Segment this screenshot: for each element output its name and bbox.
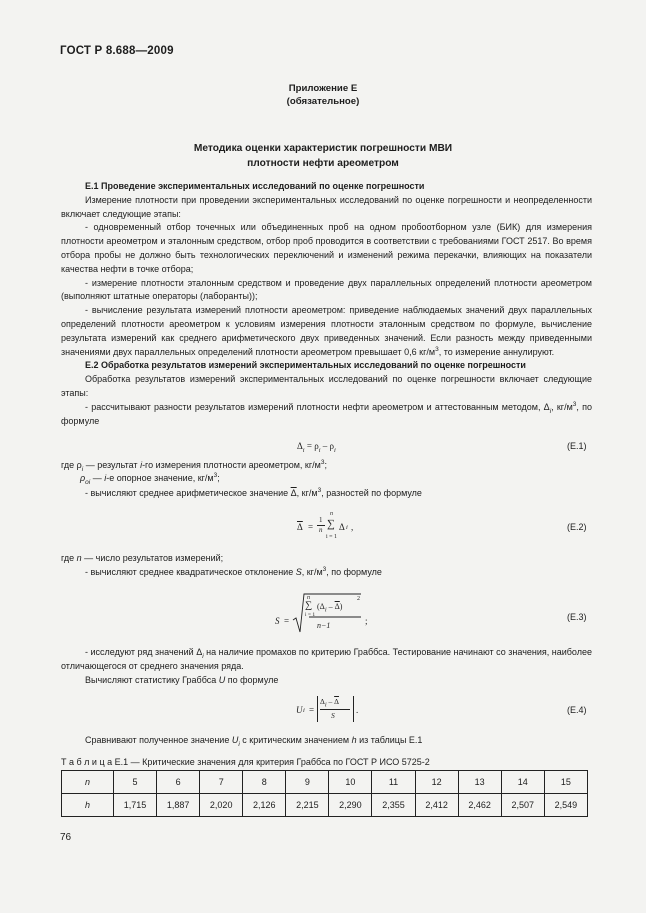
equation-number-e2: (Е.2) — [567, 522, 587, 532]
table-cell: 6 — [157, 771, 200, 794]
where-text: -го измерения плотности ареометром, кг/м — [142, 460, 321, 470]
var-S: S — [295, 567, 302, 577]
table-cell: 14 — [501, 771, 544, 794]
where-text: — число результатов измерений; — [81, 553, 224, 563]
table-cell: 1,715 — [114, 794, 157, 817]
equation-e1 — [297, 441, 336, 454]
var-h: h — [351, 735, 357, 745]
table-row-n — [62, 771, 588, 794]
index-i: i — [303, 707, 305, 714]
e2-item2-end: , разностей по формуле — [321, 488, 422, 498]
equation-e4 — [296, 695, 366, 725]
e1-heading: Е.1 Проведение экспериментальных исследований по оценке погрешности — [85, 181, 425, 191]
var-S: S — [331, 711, 335, 720]
comma: , — [351, 522, 354, 532]
where-text: где — [61, 553, 77, 563]
minus-sign: – — [322, 441, 328, 451]
index-i: i — [238, 740, 240, 748]
table-cell: 5 — [114, 771, 157, 794]
table-cell: 12 — [415, 771, 458, 794]
table-row-h — [62, 794, 588, 817]
var-S: S — [275, 616, 280, 626]
e2-heading: Е.2 Обработка результатов измерений экспериментальных исследований по оценке погрешности — [85, 360, 526, 371]
index-i: i — [104, 473, 107, 483]
minus-sign: – — [328, 602, 333, 611]
equation-e3: S = n ∑ i = 1 $(\Delta_i - \overline{\Delta})$ 2 n−1 ; — [275, 592, 365, 636]
where-rho — [61, 459, 327, 472]
semicolon: ; — [217, 473, 220, 483]
e1-item2: - измерение плотности эталонным средством и проведение двух параллельных определений плотности ареометром (выполняют штатные операторы (лаборанты)); — [61, 277, 592, 302]
grubbs-table — [61, 770, 588, 817]
equation-number-e3: (Е.3) — [567, 612, 587, 622]
table-cell: 15 — [544, 771, 587, 794]
period: . — [356, 705, 359, 715]
delta-symbol: Δ — [319, 602, 325, 611]
index-pl: i — [334, 446, 336, 454]
e2-item4 — [61, 646, 592, 674]
where-rho-oi — [80, 472, 220, 485]
unit-superscript: 3 — [317, 487, 322, 494]
index-i: i — [346, 524, 348, 531]
table-cell: 2,549 — [544, 794, 587, 817]
var-n: n — [76, 553, 82, 563]
table-cell: 2,215 — [286, 794, 329, 817]
equals-sign: = — [308, 522, 314, 532]
index-i: i — [324, 606, 327, 614]
unit-text: , кг/м — [301, 567, 323, 577]
table-caption — [61, 757, 430, 767]
sum-upper-limit: n — [330, 511, 333, 517]
unit-text: , кг/м — [551, 401, 573, 412]
sum-symbol: ∑ — [327, 518, 335, 530]
equation-number-e1: (Е.1) — [567, 441, 587, 451]
sum-upper-limit: n — [307, 595, 310, 601]
delta-mean-symbol: $\overline{\Delta}$ — [297, 522, 303, 532]
table-cell: 9 — [286, 771, 329, 794]
e2-item4-text: - исследуют ряд значений Δ — [85, 647, 203, 657]
e1-item1: - одновременный отбор точечных или объединенных проб на одном пробоотборном узле (БИК) для измерения плотности ареометром и эталонным средством, отбор проб проводится в соответствии с требованиями ГОСТ 2517. Во время отбора пробы не должно быть технологических переключений и изменений режима перекачки, влияющих на показатели качества нефти в точке отбора; — [61, 222, 592, 274]
table-cell: 7 — [200, 771, 243, 794]
equation-number-e4: (Е.4) — [567, 705, 587, 715]
semicolon: ; — [324, 460, 327, 470]
index-i: i — [202, 652, 204, 660]
appendix-title: Приложение Е — [288, 83, 358, 94]
where-n — [61, 552, 223, 565]
table-cell: 2,355 — [372, 794, 415, 817]
e2-item1-text: - рассчитывают разности результатов измерений плотности нефти ареометром и аттестованным методом, Δ — [85, 401, 550, 412]
e2-item6-end: из таблицы Е.1 — [356, 735, 423, 745]
section-title-line2: плотности нефти ареометром — [247, 158, 399, 169]
where-text: — результат — [83, 460, 141, 470]
index-i: i — [318, 446, 321, 454]
delta-mean-symbol: $\overline{\Delta}$ — [334, 602, 340, 611]
table-cell: 2,462 — [458, 794, 501, 817]
equals-sign: = — [284, 616, 290, 626]
table-cell: h — [62, 794, 114, 817]
e2-item6-text: с критическим значением — [239, 735, 352, 745]
table-cell: 13 — [458, 771, 501, 794]
e2-item2-text: - вычисляют среднее арифметическое значение — [85, 488, 291, 498]
delta-symbol: Δ — [320, 697, 325, 706]
delta-symbol: Δ — [339, 522, 345, 532]
rho-symbol: ρ — [329, 441, 334, 451]
minus-sign: – — [328, 697, 333, 706]
sum-lower-limit: i = 1 — [326, 534, 338, 540]
fraction-denominator: n — [319, 526, 323, 534]
unit-superscript: 3 — [320, 459, 325, 466]
abs-bar-left — [317, 696, 318, 722]
index-i: i — [140, 460, 143, 470]
table-cell: 2,507 — [501, 794, 544, 817]
e2-item2 — [85, 487, 422, 500]
delta-mean-symbol: $\overline{\Delta}$ — [290, 488, 297, 498]
e2-item3 — [85, 566, 382, 579]
index-i: i — [302, 446, 305, 454]
index-oi: oi — [85, 478, 91, 486]
where-text: где ρ — [61, 460, 82, 470]
power-two: 2 — [357, 596, 360, 602]
unit-superscript: 3 — [435, 345, 439, 353]
table-cell: n — [62, 771, 114, 794]
section-e1 — [61, 180, 592, 428]
e2-item3-end: , по формуле — [326, 567, 382, 577]
table-cell: 2,126 — [243, 794, 286, 817]
table-cell: 2,290 — [329, 794, 372, 817]
unit-superscript: 3 — [213, 472, 218, 479]
e2-item1 — [61, 401, 592, 429]
var-U: U — [296, 705, 303, 715]
table-cell: 1,887 — [157, 794, 200, 817]
where-text: -е опорное значение, кг/м — [106, 473, 214, 483]
table-cell: 2,412 — [415, 794, 458, 817]
table-cell: 2,020 — [200, 794, 243, 817]
table-caption-text: Е.1 — Критические значения для критерия Граббса по ГОСТ Р ИСО 5725-2 — [114, 757, 430, 767]
table-caption-prefix: Т а б л и ц а — [61, 757, 113, 767]
denominator-n-minus-1: n−1 — [317, 621, 331, 630]
equals-sign: = — [309, 705, 315, 715]
e2-intro: Обработка результатов измерений экспериментальных исследований по оценке погрешности включает следующие этапы: — [61, 374, 592, 398]
rho-symbol: ρ — [80, 473, 86, 483]
table-cell: 8 — [243, 771, 286, 794]
e1-item3 — [61, 304, 592, 359]
var-U: U — [218, 674, 226, 685]
delta-symbol: Δ — [297, 441, 303, 451]
table-cell: 11 — [372, 771, 415, 794]
abs-bar-right — [353, 696, 354, 722]
rho-symbol: ρ — [314, 441, 319, 451]
semicolon: ; — [365, 616, 368, 626]
e2-item5-text: Вычисляют статистику Граббса — [85, 674, 219, 685]
e1-item3-end: , то измерение аннулируют. — [438, 346, 555, 357]
e2-item4-end: на наличие промахов по критерию Граббса. Тестирование начинают со значения, наиболее отличающегося от среднего значения ряда. — [61, 647, 592, 671]
where-text: — — [90, 473, 105, 483]
e2-item3-text: - вычисляют среднее квадратическое отклонение — [85, 567, 296, 577]
fraction-bar — [320, 709, 350, 710]
e2-item5-end: по формуле — [225, 674, 279, 685]
unit-superscript: 3 — [322, 566, 327, 573]
e2-item6 — [85, 734, 422, 747]
var-U: U — [231, 735, 239, 745]
sum-lower-limit: i = 1 — [305, 612, 316, 618]
index-i: i — [81, 465, 84, 473]
equals-sign: = — [306, 441, 312, 451]
document-code: ГОСТ Р 8.688—2009 — [60, 45, 174, 57]
appendix-status: (обязательное) — [286, 96, 360, 107]
e2-item5 — [61, 674, 592, 688]
index-i: i — [549, 407, 552, 415]
table-cell: 10 — [329, 771, 372, 794]
fraction-numerator: 1 — [319, 516, 323, 524]
e2-item4-block — [61, 646, 592, 687]
page-number: 76 — [60, 832, 72, 843]
sum-symbol: ∑ — [305, 600, 313, 611]
index-i: i — [324, 701, 327, 709]
delta-mean-symbol: $\overline{\Delta}$ — [334, 697, 339, 706]
section-title-line1: Методика оценки характеристик погрешности МВИ — [193, 143, 453, 154]
unit-text: , кг/м — [296, 488, 318, 498]
e1-intro: Измерение плотности при проведении экспериментальных исследований по оценке погрешности и неопределенности включает следующие этапы: — [61, 194, 592, 219]
e2-item6-text: Сравнивают полученное значение — [85, 735, 232, 745]
unit-superscript: 3 — [572, 400, 577, 408]
e1-item3-text: - вычисление результата измерений плотности ареометром: приведение наблюдаемых значений двух параллельных определений плотности ареометром к условиям измерения плотности эталонным средством по формуле, вычисление результата измерений как среднего арифметического двух приведенных значений. Если разность между приведенными значениями двух параллельных определений плотности ареометром превышает 0,6 кг/м — [61, 305, 592, 357]
e2-item1-end: , по формуле — [61, 401, 592, 426]
